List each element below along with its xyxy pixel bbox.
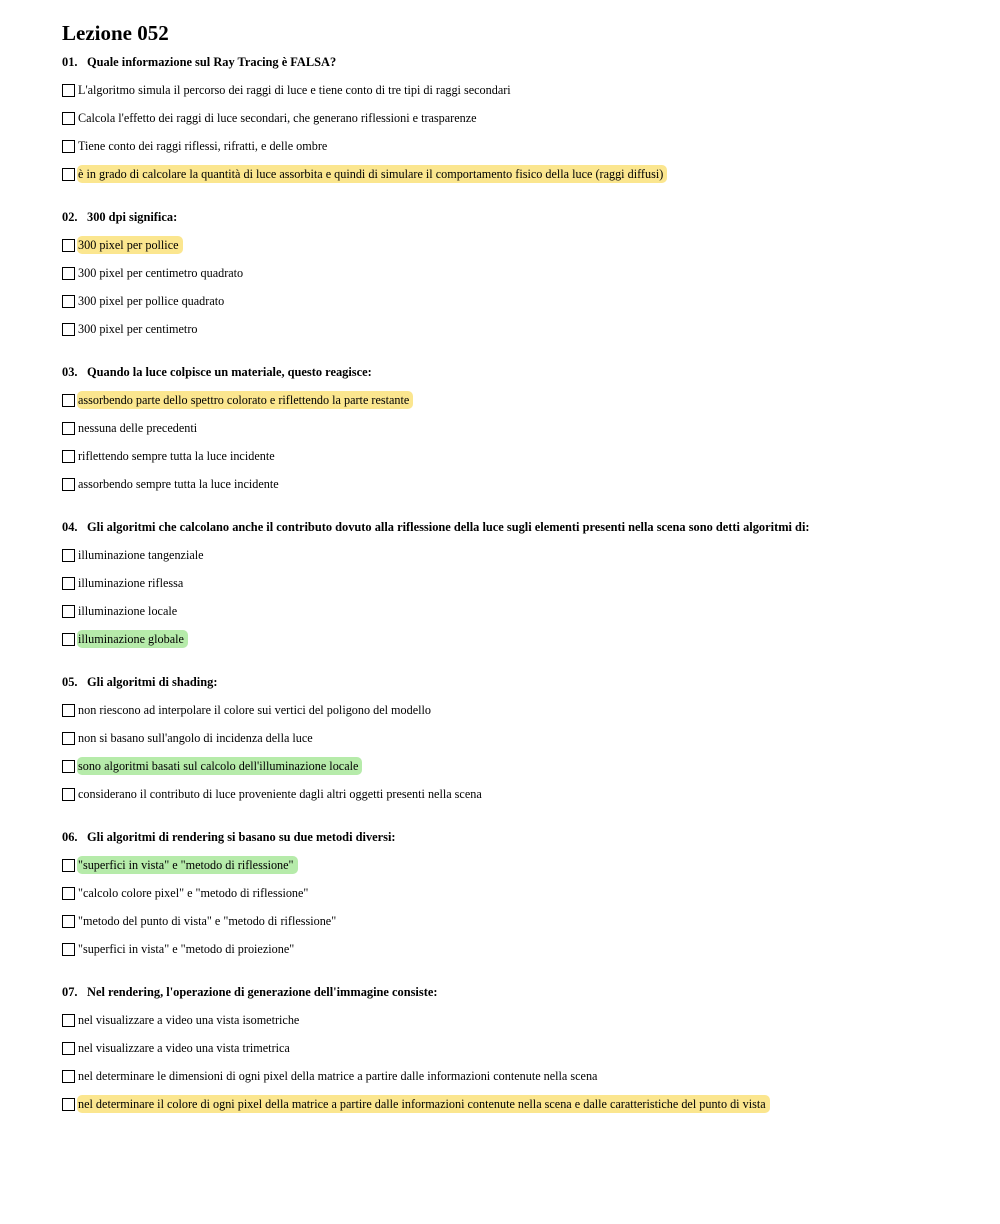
answer-text: è in grado di calcolare la quantità di luce assorbita e quindi di simulare il comportamento fisico della luce (raggi diffusi) bbox=[77, 165, 667, 183]
answer-text: nel determinare le dimensioni di ogni pixel della matrice a partire dalle informazioni contenute nella scena bbox=[78, 1069, 598, 1083]
answer-text: illuminazione globale bbox=[77, 630, 188, 648]
question-01 bbox=[62, 54, 962, 201]
lesson-title: Lezione 052 bbox=[62, 21, 169, 45]
answer-checkbox[interactable] bbox=[62, 915, 75, 928]
answer-text: assorbendo parte dello spettro colorato e riflettendo la parte restante bbox=[77, 391, 413, 409]
question-03 bbox=[62, 364, 962, 511]
question-04 bbox=[62, 519, 962, 666]
answer-option bbox=[62, 160, 962, 188]
question-text: 300 dpi significa: bbox=[87, 210, 178, 224]
answer-checkbox[interactable] bbox=[62, 323, 75, 336]
answer-option bbox=[62, 569, 962, 597]
answer-checkbox[interactable] bbox=[62, 239, 75, 252]
document-page bbox=[62, 0, 962, 1131]
answer-checkbox[interactable] bbox=[62, 943, 75, 956]
answer-text: riflettendo sempre tutta la luce incidente bbox=[78, 449, 275, 463]
answer-text: 300 pixel per pollice quadrato bbox=[78, 294, 225, 308]
answer-checkbox[interactable] bbox=[62, 1098, 75, 1111]
answer-option bbox=[62, 442, 962, 470]
answer-text: "metodo del punto di vista" e "metodo di riflessione" bbox=[78, 914, 337, 928]
answer-text: sono algoritmi basati sul calcolo dell'illuminazione locale bbox=[77, 757, 362, 775]
answer-text: assorbendo sempre tutta la luce incidente bbox=[78, 477, 279, 491]
answer-checkbox[interactable] bbox=[62, 605, 75, 618]
answer-checkbox[interactable] bbox=[62, 140, 75, 153]
question-list bbox=[62, 54, 962, 1131]
answer-text: "superfici in vista" e "metodo di proiezione" bbox=[78, 942, 295, 956]
answer-option bbox=[62, 315, 962, 343]
question-heading bbox=[62, 674, 962, 690]
question-heading bbox=[62, 829, 962, 845]
question-02 bbox=[62, 209, 962, 356]
answer-checkbox[interactable] bbox=[62, 788, 75, 801]
question-text: Quale informazione sul Ray Tracing è FALSA? bbox=[87, 55, 337, 69]
question-number: 02. bbox=[62, 210, 78, 224]
answer-checkbox[interactable] bbox=[62, 168, 75, 181]
answer-checkbox[interactable] bbox=[62, 859, 75, 872]
answer-option bbox=[62, 231, 962, 259]
question-number: 05. bbox=[62, 675, 78, 689]
answer-option bbox=[62, 386, 962, 414]
answer-option bbox=[62, 76, 962, 104]
question-06 bbox=[62, 829, 962, 976]
answer-option bbox=[62, 879, 962, 907]
question-number: 03. bbox=[62, 365, 78, 379]
question-heading bbox=[62, 209, 962, 225]
answer-checkbox[interactable] bbox=[62, 394, 75, 407]
answer-option bbox=[62, 597, 962, 625]
answer-checkbox[interactable] bbox=[62, 1042, 75, 1055]
answer-option bbox=[62, 541, 962, 569]
answer-option bbox=[62, 696, 962, 724]
question-heading bbox=[62, 54, 962, 70]
question-heading bbox=[62, 984, 962, 1000]
answer-checkbox[interactable] bbox=[62, 704, 75, 717]
answer-checkbox[interactable] bbox=[62, 1070, 75, 1083]
answer-text: 300 pixel per centimetro bbox=[78, 322, 198, 336]
answer-option bbox=[62, 132, 962, 160]
question-heading bbox=[62, 519, 962, 535]
answer-text: considerano il contributo di luce proveniente dagli altri oggetti presenti nella scena bbox=[78, 787, 482, 801]
answer-option bbox=[62, 1034, 962, 1062]
question-text: Gli algoritmi di shading: bbox=[87, 675, 218, 689]
answer-option bbox=[62, 287, 962, 315]
answer-checkbox[interactable] bbox=[62, 422, 75, 435]
answer-text: non si basano sull'angolo di incidenza della luce bbox=[78, 731, 313, 745]
answer-checkbox[interactable] bbox=[62, 450, 75, 463]
answer-text: illuminazione tangenziale bbox=[78, 548, 204, 562]
answer-checkbox[interactable] bbox=[62, 478, 75, 491]
question-number: 07. bbox=[62, 985, 78, 999]
question-number: 06. bbox=[62, 830, 78, 844]
answer-checkbox[interactable] bbox=[62, 760, 75, 773]
answer-option bbox=[62, 1062, 962, 1090]
answer-option bbox=[62, 724, 962, 752]
answer-option bbox=[62, 470, 962, 498]
answer-text: Tiene conto dei raggi riflessi, rifratti, e delle ombre bbox=[78, 139, 328, 153]
answer-text: Calcola l'effetto dei raggi di luce secondari, che generano riflessioni e trasparenze bbox=[78, 111, 477, 125]
answer-option bbox=[62, 935, 962, 963]
answer-option bbox=[62, 851, 962, 879]
answer-option bbox=[62, 752, 962, 780]
answer-text: nessuna delle precedenti bbox=[78, 421, 198, 435]
question-number: 04. bbox=[62, 520, 78, 534]
answer-text: 300 pixel per pollice bbox=[77, 236, 183, 254]
answer-checkbox[interactable] bbox=[62, 267, 75, 280]
answer-checkbox[interactable] bbox=[62, 577, 75, 590]
question-text: Quando la luce colpisce un materiale, questo reagisce: bbox=[87, 365, 372, 379]
answer-text: L'algoritmo simula il percorso dei raggi di luce e tiene conto di tre tipi di raggi secondari bbox=[78, 83, 511, 97]
answer-text: illuminazione riflessa bbox=[78, 576, 184, 590]
answer-text: nel visualizzare a video una vista trimetrica bbox=[78, 1041, 290, 1055]
answer-checkbox[interactable] bbox=[62, 84, 75, 97]
answer-checkbox[interactable] bbox=[62, 549, 75, 562]
answer-text: "calcolo colore pixel" e "metodo di riflessione" bbox=[78, 886, 309, 900]
answer-text: nel determinare il colore di ogni pixel della matrice a partire dalle informazioni contenute nella scena e dalle caratteristiche del punto di vista bbox=[77, 1095, 770, 1113]
answer-checkbox[interactable] bbox=[62, 112, 75, 125]
question-text: Nel rendering, l'operazione di generazione dell'immagine consiste: bbox=[87, 985, 438, 999]
answer-checkbox[interactable] bbox=[62, 732, 75, 745]
answer-text: illuminazione locale bbox=[78, 604, 178, 618]
answer-text: non riescono ad interpolare il colore sui vertici del poligono del modello bbox=[78, 703, 432, 717]
answer-option bbox=[62, 780, 962, 808]
question-heading bbox=[62, 364, 962, 380]
question-number: 01. bbox=[62, 55, 78, 69]
answer-option bbox=[62, 625, 962, 653]
answer-checkbox[interactable] bbox=[62, 295, 75, 308]
answer-checkbox[interactable] bbox=[62, 1014, 75, 1027]
answer-text: 300 pixel per centimetro quadrato bbox=[78, 266, 244, 280]
answer-option bbox=[62, 104, 962, 132]
answer-option bbox=[62, 414, 962, 442]
answer-checkbox[interactable] bbox=[62, 887, 75, 900]
answer-checkbox[interactable] bbox=[62, 633, 75, 646]
answer-option bbox=[62, 259, 962, 287]
question-07 bbox=[62, 984, 962, 1131]
answer-text: nel visualizzare a video una vista isometriche bbox=[78, 1013, 300, 1027]
question-05 bbox=[62, 674, 962, 821]
answer-option bbox=[62, 907, 962, 935]
question-text: Gli algoritmi di rendering si basano su due metodi diversi: bbox=[87, 830, 396, 844]
question-text: Gli algoritmi che calcolano anche il contributo dovuto alla riflessione della luce sugli elementi presenti nella scena sono detti algoritmi di: bbox=[87, 520, 810, 534]
answer-option bbox=[62, 1090, 962, 1118]
answer-text: "superfici in vista" e "metodo di riflessione" bbox=[77, 856, 298, 874]
answer-option bbox=[62, 1006, 962, 1034]
